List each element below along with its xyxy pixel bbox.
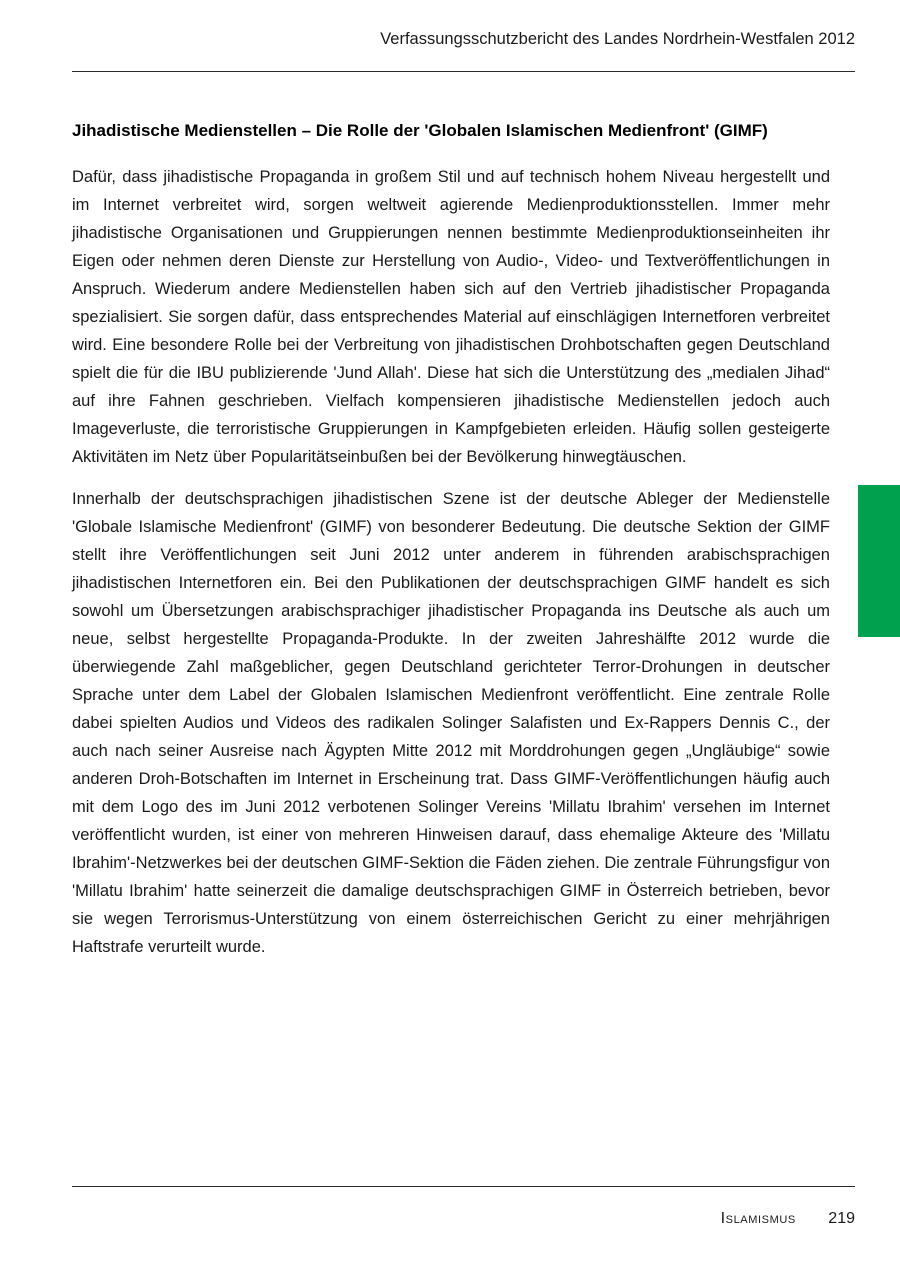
footer-section-label: Islamismus — [720, 1210, 796, 1227]
section-heading: Jihadistische Medienstellen – Die Rolle der 'Globalen Islamischen Medienfront' (GIMF) — [72, 121, 768, 140]
footer-rule — [72, 1186, 855, 1187]
body-paragraph-1: Dafür, dass jihadistische Propaganda in großem Stil und auf technisch hohem Niveau hergestellt und im Internet verbreitet wird, sorgen weltweit agierende Medienproduktionsstellen. Immer mehr jihadistische Organisationen und Gruppierungen nennen bestimmte Medienproduktionseinheiten ihr Eigen oder nehmen deren Dienste zur Herstellung von Audio-, Video- und Textveröffentlichungen in Anspruch. Wiederum andere Medienstellen haben sich auf den Vertrieb jihadistischer Propaganda spezialisiert. Sie sorgen dafür, dass entsprechendes Material auf einschlägigen Internetforen verbreitet wird. Eine besondere Rolle bei der Verbreitung von jihadistischen Drohbotschaften gegen Deutschland spielt die für die IBU publizierende 'Jund Allah'. Diese hat sich die Unterstützung des „medialen Jihad“ auf ihre Fahnen geschrieben. Vielfach kompensieren jihadistische Medienstellen jedoch auch Imageverluste, die terroristische Gruppierungen in Kampfgebieten erleiden. Häufig sollen gesteigerte Aktivitäten im Netz über Popularitätseinbußen bei der Bevölkerung hinwegtäuschen. — [72, 168, 830, 466]
running-header-title: Verfassungsschutzbericht des Landes Nordrhein-Westfalen 2012 — [380, 30, 855, 48]
body-paragraph-2: Innerhalb der deutschsprachigen jihadistischen Szene ist der deutsche Ableger der Medienstelle 'Globale Islamische Medienfront' (GIMF) von besonderer Bedeutung. Die deutsche Sektion der GIMF stellt ihre Veröffentlichungen seit Juni 2012 unter anderem in führenden arabischsprachigen jihadistischen Internetforen ein. Bei den Publikationen der deutschsprachigen GIMF handelt es sich sowohl um Übersetzungen arabischsprachiger jihadistischer Propaganda ins Deutsche als auch um neue, selbst hergestellte Propaganda-Produkte. In der zweiten Jahreshälfte 2012 wurde die überwiegende Zahl maßgeblicher, gegen Deutschland gerichteter Terror-Drohungen in deutscher Sprache unter dem Label der Globalen Islamischen Medienfront veröffentlicht. Eine zentrale Rolle dabei spielten Audios und Videos des radikalen Solinger Salafisten und Ex-Rappers Dennis C., der auch nach seiner Ausreise nach Ägypten Mitte 2012 mit Morddrohungen gegen „Ungläubige“ sowie anderen Droh-Botschaften im Internet in Erscheinung trat. Dass GIMF-Veröffentlichungen häufig auch mit dem Logo des im Juni 2012 verbotenen Solinger Vereins 'Millatu Ibrahim' versehen im Internet veröffentlicht wurden, ist einer von mehreren Hinweisen darauf, dass ehemalige Akteure des 'Millatu Ibrahim'-Netzwerkes bei der deutschen GIMF-Sektion die Fäden ziehen. Die zentrale Führungsfigur von 'Millatu Ibrahim' hatte seinerzeit die damalige deutschsprachigen GIMF in Österreich betrieben, bevor sie wegen Terrorismus-Unterstützung von einem österreichischen Gericht zu einer mehrjährigen Haftstrafe verurteilt wurde. — [72, 490, 830, 956]
header-rule — [72, 71, 855, 72]
section-tab-marker — [858, 485, 900, 637]
footer-text — [72, 1207, 855, 1231]
main-content — [72, 117, 830, 975]
footer-page-number: 219 — [828, 1210, 855, 1227]
